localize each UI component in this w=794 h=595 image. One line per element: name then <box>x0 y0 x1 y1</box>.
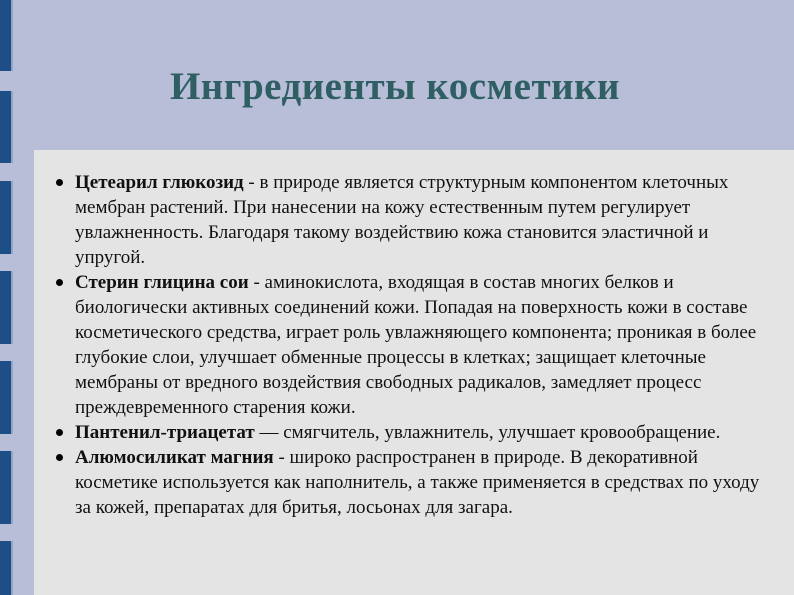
accent-bar <box>0 0 13 71</box>
ingredient-list <box>34 170 764 520</box>
accent-bar <box>0 541 13 595</box>
ingredient-name: Стерин глицина сои <box>75 272 249 293</box>
ingredient-description: - широко распространен в природе. В декоративной косметике используется как наполнитель, а также применяется в средствах по уходу за кожей, препаратах для бритья, лосьонах для загара. <box>75 447 760 518</box>
ingredient-description: - в природе является структурным компонентом клеточных мембран растений. При нанесении на кожу естественным путем регулирует увлажненность. Благодаря такому воздействию кожа становится эластичной и упругой. <box>75 172 729 268</box>
ingredient-description: - аминокислота, входящая в состав многих белков и биологически активных соединений кожи. Попадая на поверхность кожи в составе косметического средства, играет роль увлажняющего компонента; проникая в более глубокие слои, улучшает обменные процессы в клетках; защищает клеточные мембраны от вредного воздействия свободных радикалов, замедляет процесс преждевременного старения кожи. <box>75 272 757 418</box>
slide-title <box>0 63 794 111</box>
bullet-icon <box>56 279 63 286</box>
slide-title-text: Ингредиенты косметики <box>169 65 621 108</box>
accent-bar <box>0 271 13 344</box>
accent-bar <box>0 451 13 524</box>
ingredient-name: Алюмосиликат магния <box>75 447 274 468</box>
accent-bar <box>0 361 13 434</box>
list-item <box>34 170 764 270</box>
list-item <box>34 270 764 420</box>
list-item <box>34 445 764 520</box>
bullet-icon <box>56 454 63 461</box>
ingredient-name: Пантенил-триацетат <box>75 422 255 443</box>
list-item <box>34 420 764 445</box>
ingredient-name: Цетеарил глюкозид <box>75 172 244 193</box>
accent-bar <box>0 181 13 254</box>
bullet-icon <box>56 179 63 186</box>
bullet-icon <box>56 429 63 436</box>
ingredient-description: — смягчитель, увлажнитель, улучшает кровообращение. <box>254 422 721 443</box>
